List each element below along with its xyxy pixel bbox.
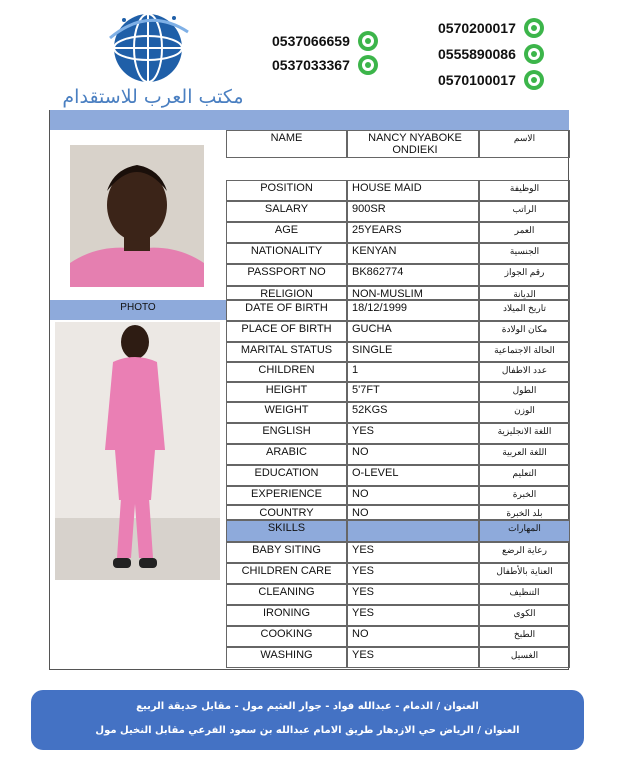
skill-label: COOKING — [226, 626, 347, 647]
field-label: ARABIC — [226, 444, 347, 465]
field-value: 25YEARS — [347, 222, 479, 243]
phone-number: 0537066659 — [272, 33, 350, 49]
full-body-photo — [55, 322, 220, 580]
phone-number: 0570200017 — [438, 20, 516, 36]
skill-label: CLEANING — [226, 584, 347, 605]
skill-value: NO — [347, 626, 479, 647]
phone-number: 0570100017 — [438, 72, 516, 88]
phone-entry — [272, 55, 378, 75]
skill-label-ar: الكوى — [479, 605, 570, 626]
field-label-ar: اللغة العربية — [479, 444, 570, 465]
field-value: NO — [347, 444, 479, 465]
skill-label-ar: الطبخ — [479, 626, 570, 647]
field-label: POSITION — [226, 180, 347, 201]
skills-header: SKILLS — [226, 520, 347, 542]
whatsapp-icon — [358, 55, 378, 75]
phone-number: 0537033367 — [272, 57, 350, 73]
field-value: BK862774 — [347, 264, 479, 286]
whatsapp-icon — [524, 44, 544, 64]
phone-entry — [438, 18, 544, 38]
field-value: NO — [347, 505, 479, 520]
field-label: PLACE OF BIRTH — [226, 321, 347, 342]
field-label-ar: مكان الولادة — [479, 321, 570, 342]
skill-value: YES — [347, 542, 479, 563]
field-value: 5'7FT — [347, 382, 479, 402]
field-label: NATIONALITY — [226, 243, 347, 264]
phone-entry — [438, 70, 544, 90]
field-label-ar: الخبرة — [479, 486, 570, 505]
field-value: KENYAN — [347, 243, 479, 264]
field-label-ar: التعليم — [479, 465, 570, 486]
phone-list-right — [438, 18, 544, 90]
field-value: GUCHA — [347, 321, 479, 342]
field-value: NON-MUSLIM — [347, 286, 479, 300]
field-value: 900SR — [347, 201, 479, 222]
address-footer — [31, 690, 584, 750]
skills-header-value — [347, 520, 479, 542]
skill-value: YES — [347, 605, 479, 626]
skill-label: IRONING — [226, 605, 347, 626]
skill-label-ar: التنظيف — [479, 584, 570, 605]
field-label: AGE — [226, 222, 347, 243]
skill-label: CHILDREN CARE — [226, 563, 347, 584]
field-label-ar: بلد الخبرة — [479, 505, 570, 520]
field-label: HEIGHT — [226, 382, 347, 402]
field-value: 52KGS — [347, 402, 479, 423]
field-label-ar: الراتب — [479, 201, 570, 222]
field-value: 1 — [347, 362, 479, 382]
field-value: YES — [347, 423, 479, 444]
field-label: EDUCATION — [226, 465, 347, 486]
field-label-ar: الوظيفة — [479, 180, 570, 201]
field-label: COUNTRY — [226, 505, 347, 520]
field-label-ar: الطول — [479, 382, 570, 402]
field-label: CHILDREN — [226, 362, 347, 382]
field-label-ar: الحالة الاجتماعية — [479, 342, 570, 362]
field-label-ar: رقم الجواز — [479, 264, 570, 286]
skills-header-ar: المهارات — [479, 520, 570, 542]
field-label: SALARY — [226, 201, 347, 222]
field-value: HOUSE MAID — [347, 180, 479, 201]
field-label-ar: اللغة الانجليزية — [479, 423, 570, 444]
skill-label: BABY SITING — [226, 542, 347, 563]
address-line-2: العنوان / الرياض حي الازدهار طريق الامام عبدالله بن سعود الفرعي مقابل النخيل مول — [95, 725, 520, 736]
address-line-1: العنوان / الدمام - عبدالله فواد - جوار العثيم مول - مقابل حديقة الربيع — [136, 701, 479, 712]
phone-list-left — [272, 31, 378, 75]
field-label: DATE OF BIRTH — [226, 300, 347, 321]
phone-number: 0555890086 — [438, 46, 516, 62]
field-label-ar: عدد الاطفال — [479, 362, 570, 382]
field-label-ar: تاريخ الميلاد — [479, 300, 570, 321]
whatsapp-icon — [524, 18, 544, 38]
name-label-ar: الاسم — [479, 130, 570, 158]
field-label: PASSPORT NO — [226, 264, 347, 286]
field-label: EXPERIENCE — [226, 486, 347, 505]
whatsapp-icon — [524, 70, 544, 90]
form-header-bar — [50, 110, 569, 130]
field-value: SINGLE — [347, 342, 479, 362]
field-value: O-LEVEL — [347, 465, 479, 486]
skill-label-ar: رعاية الرضع — [479, 542, 570, 563]
field-label: MARITAL STATUS — [226, 342, 347, 362]
skill-label-ar: العناية بالأطفال — [479, 563, 570, 584]
field-label-ar: الوزن — [479, 402, 570, 423]
field-label: ENGLISH — [226, 423, 347, 444]
field-value: NO — [347, 486, 479, 505]
photo-label: PHOTO — [50, 300, 226, 320]
field-label-ar: الديانة — [479, 286, 570, 300]
field-value: 18/12/1999 — [347, 300, 479, 321]
skill-value: YES — [347, 563, 479, 584]
brand-name: مكتب العرب للاستقدام — [62, 86, 244, 108]
field-label: RELIGION — [226, 286, 347, 300]
field-label-ar: العمر — [479, 222, 570, 243]
skill-value: YES — [347, 647, 479, 668]
skill-value: YES — [347, 584, 479, 605]
phone-entry — [272, 31, 378, 51]
whatsapp-icon — [358, 31, 378, 51]
phone-entry — [438, 44, 544, 64]
portrait-photo — [70, 145, 204, 287]
name-label: NAME — [226, 130, 347, 158]
field-label: WEIGHT — [226, 402, 347, 423]
skill-label: WASHING — [226, 647, 347, 668]
field-label-ar: الجنسية — [479, 243, 570, 264]
skill-label-ar: الغسيل — [479, 647, 570, 668]
globe-logo-icon — [104, 8, 192, 88]
name-value: NANCY NYABOKE ONDIEKI — [347, 130, 479, 158]
